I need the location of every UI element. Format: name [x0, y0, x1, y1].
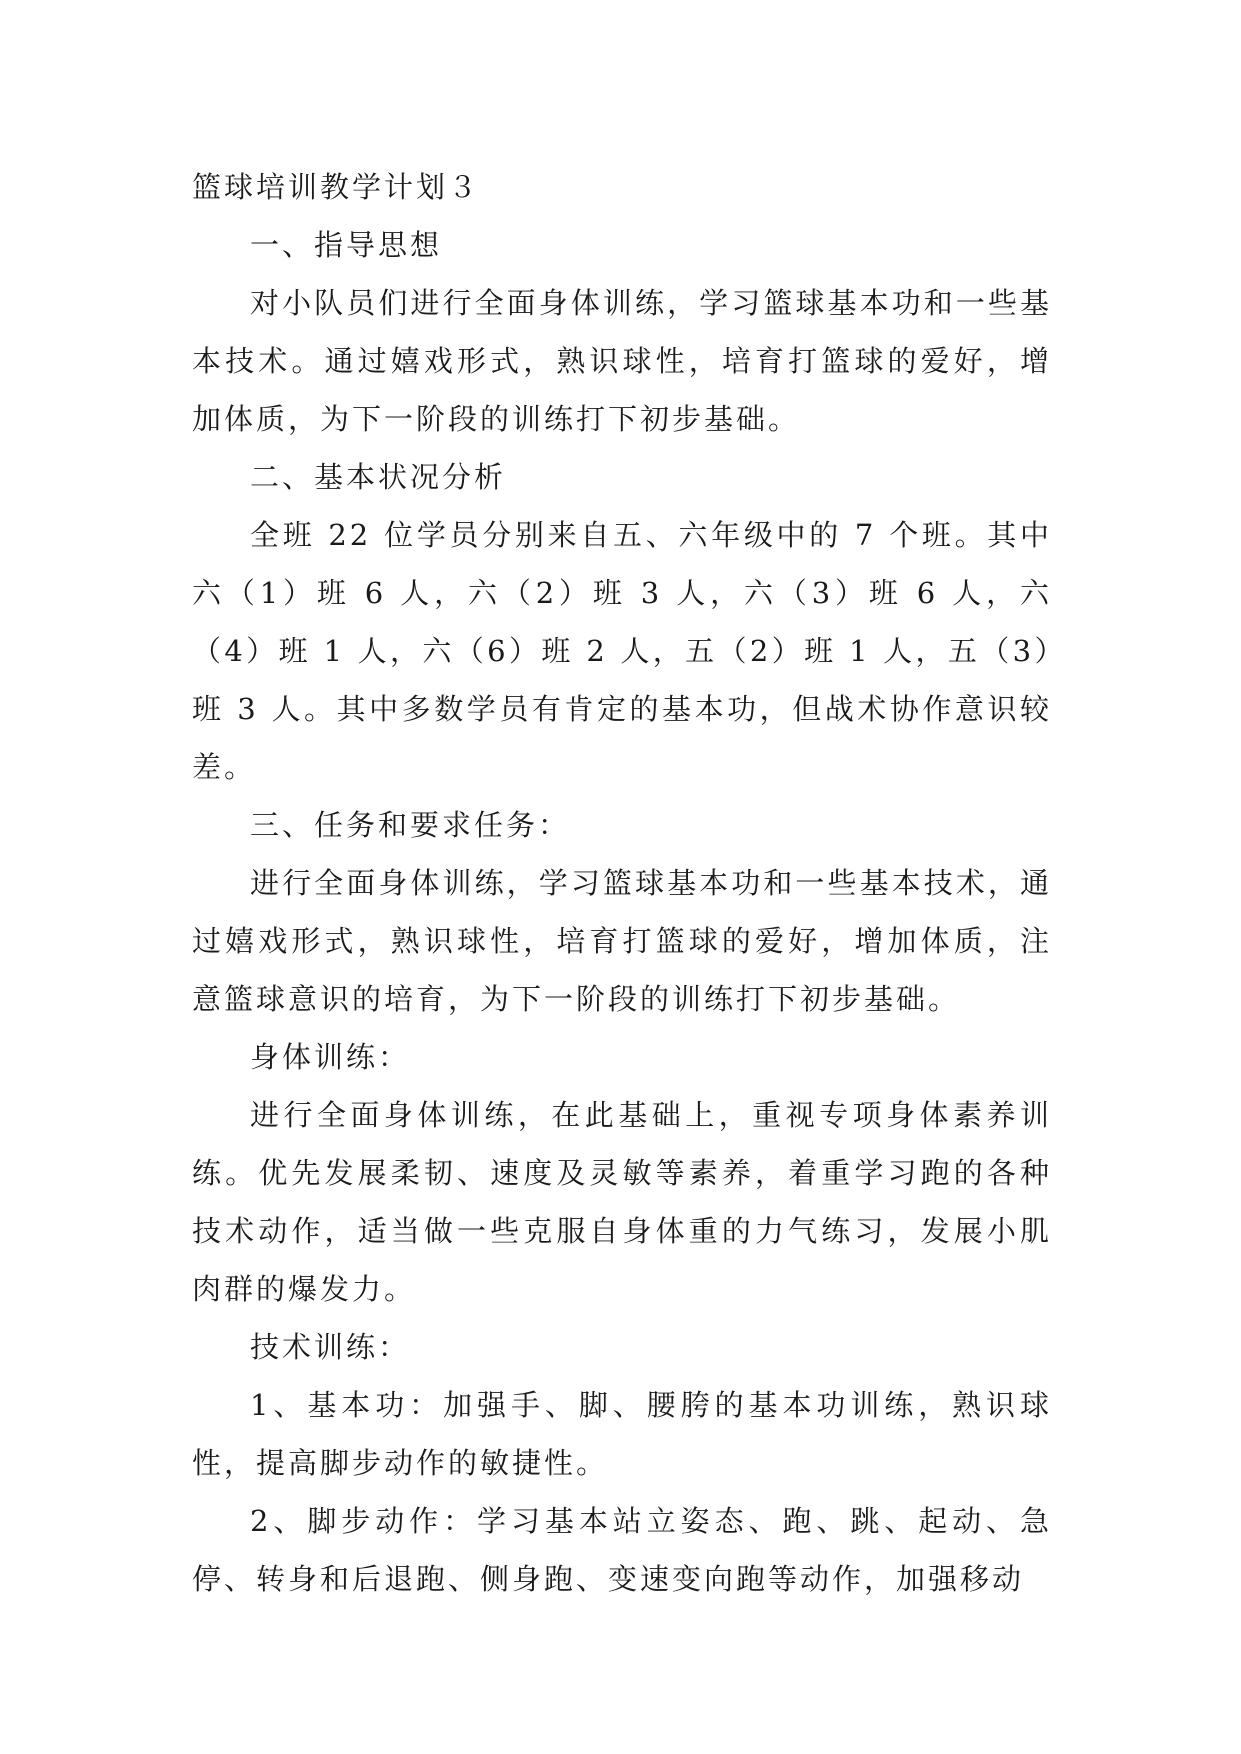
section-heading-technical-training: 技术训练：	[250, 1330, 411, 1364]
paragraph-physical-training: 进行全面身体训练，在此基础上，重视专项身体素养训练。优先发展柔韧、速度及灵敏等素养，着重学习跑的各种技术动作，适当做一些克服自身体重的力气练习，发展小肌肉群的爆发力。	[192, 1098, 1052, 1306]
paragraph-tasks: 进行全面身体训练，学习篮球基本功和一些基本技术，通过嬉戏形式，熟识球性，培育打篮球的爱好，增加体质，注意篮球意识的培育，为下一阶段的训练打下初步基础。	[192, 866, 1052, 1016]
document-body	[192, 158, 1052, 1608]
document-title: 篮球培训教学计划３	[192, 170, 481, 204]
section-heading-guiding-thought: 一、指导思想	[250, 228, 443, 262]
section-heading-situation-analysis: 二、基本状况分析	[250, 460, 507, 494]
paragraph-basic-skills: 1、基本功：加强手、脚、腰胯的基本功训练，熟识球性，提高脚步动作的敏捷性。	[192, 1388, 1052, 1480]
paragraph-guiding-thought: 对小队员们进行全面身体训练，学习篮球基本功和一些基本技术。通过嬉戏形式，熟识球性，培育打篮球的爱好，增加体质，为下一阶段的训练打下初步基础。	[192, 286, 1052, 436]
section-heading-tasks: 三、任务和要求任务：	[250, 808, 571, 842]
paragraph-situation-analysis: 全班 22 位学员分别来自五、六年级中的 7 个班。其中六（1）班 6 人，六（2）班 3 人，六（3）班 6 人，六（4）班 1 人，六（6）班 2 人，五（2）班 1 人，五（3）班 3 人。其中多数学员有肯定的基本功，但战术协作意识较差。	[192, 518, 1052, 784]
paragraph-footwork: 2、脚步动作：学习基本站立姿态、跑、跳、起动、急停、转身和后退跑、侧身跑、变速变向跑等动作，加强移动	[192, 1504, 1052, 1596]
section-heading-physical-training: 身体训练：	[250, 1040, 411, 1074]
